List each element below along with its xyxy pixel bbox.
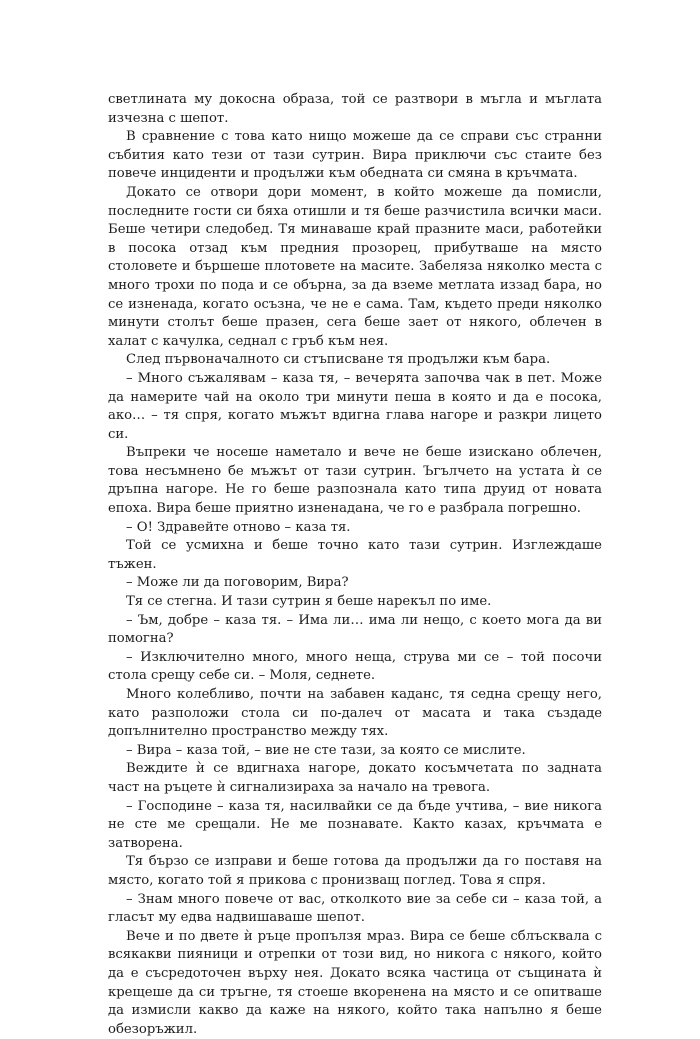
- paragraph: Тя се стегна. И тази сутрин я беше нарекъл по име.: [126, 594, 492, 610]
- paragraph: Много колебливо, почти на забавен каданс, тя седна срещу него, като разположи стола си по-далеч от масата и така създаде допълнително пространство между тях.: [108, 687, 602, 740]
- paragraph: След първоначалното си стъписване тя продължи към бара.: [126, 352, 551, 368]
- dialogue-paragraph: – Изключително много, много неща, струва ми се – той посочи стола срещу себе си. – Моля, седнете.: [108, 649, 602, 684]
- dialogue-paragraph: – Знам много повече от вас, отколкото вие за себе си – каза той, а гласът му едва надвишаваше шепот.: [108, 891, 602, 926]
- paragraph-continuation: светлината му докосна образа, той се разтвори в мъгла и мъглата изчезна с шепот.: [108, 92, 602, 126]
- dialogue-paragraph: – Много съжалявам – каза тя, – вечерята започва чак в пет. Може да намерите чай на около три минути пеша в която и да е посока, ако… – тя спря, когато мъжът вдигна глава нагоре и разкри лицето си.: [108, 370, 602, 442]
- paragraph: Тя бързо се изправи и беше готова да продължи да го поставя на място, когато той я прикова с пронизващ поглед. Това я спря.: [108, 854, 602, 888]
- dialogue-paragraph: – Може ли да поговорим, Вира?: [126, 575, 349, 591]
- dialogue-paragraph: – Ъм, добре – каза тя. – Има ли… има ли нещо, с което мога да ви помогна?: [108, 612, 602, 647]
- paragraph: Той се усмихна и беше точно като тази сутрин. Изглеждаше тъжен.: [108, 538, 602, 572]
- page-text: [108, 91, 602, 1039]
- paragraph: Въпреки че носеше наметало и вече не беше изискано облечен, това несъмнено бе мъжът от тази сутрин. Ъгълчето на устата ѝ се дръпна нагоре. Не го беше разпознала като типа друид от новата епоха. Вира беше приятно изненадана, че го е разбрала погрешно.: [108, 445, 602, 517]
- paragraph: Веждите ѝ се вдигнаха нагоре, докато косъмчетата по задната част на ръцете ѝ сигнализираха за начало на тревога.: [108, 761, 602, 795]
- paragraph: Вече и по двете ѝ ръце пропълзя мраз. Вира се беше сблъсквала с всякакви пияници и отрепки от този вид, но никога с някого, който да е съсредоточен върху нея. Докато всяка частица от същината ѝ крещеше да си тръгне, тя стоеше вкоренена на място и се опитваше да измисли какво да каже на някого, който така напълно я беше обезоръжил.: [108, 928, 602, 1037]
- paragraph: В сравнение с това като нищо можеше да се справи със странни събития като тези от тази сутрин. Вира приключи със стаите без повече инциденти и продължи към обедната си смяна в кръчмата.: [108, 129, 602, 182]
- paragraph: Докато се отвори дори момент, в който можеше да помисли, последните гости си бяха отишли и тя беше разчистила всички маси. Беше четири следобед. Тя минаваше край празните маси, работейки в посока отзад към предния прозорец, прибутваше на място столовете и бършеше плотовете на масите. Забеляза няколко места с много трохи по пода и се обърна, за да вземе метлата иззад бара, но се изненада, когато осъзна, че не е сама. Там, където преди няколко минути столът беше празен, сега беше зает от някого, облечен в халат с качулка, седнал с гръб към нея.: [108, 184, 602, 349]
- dialogue-paragraph: – Господине – каза тя, насилвайки се да бъде учтива, – вие никога не сте ме срещали. Не ме познавате. Както казах, кръчмата е затворена.: [108, 798, 602, 851]
- dialogue-paragraph: – О! Здравейте отново – каза тя.: [126, 519, 351, 535]
- dialogue-paragraph: – Вира – каза той, – вие не сте тази, за която се мислите.: [126, 742, 526, 758]
